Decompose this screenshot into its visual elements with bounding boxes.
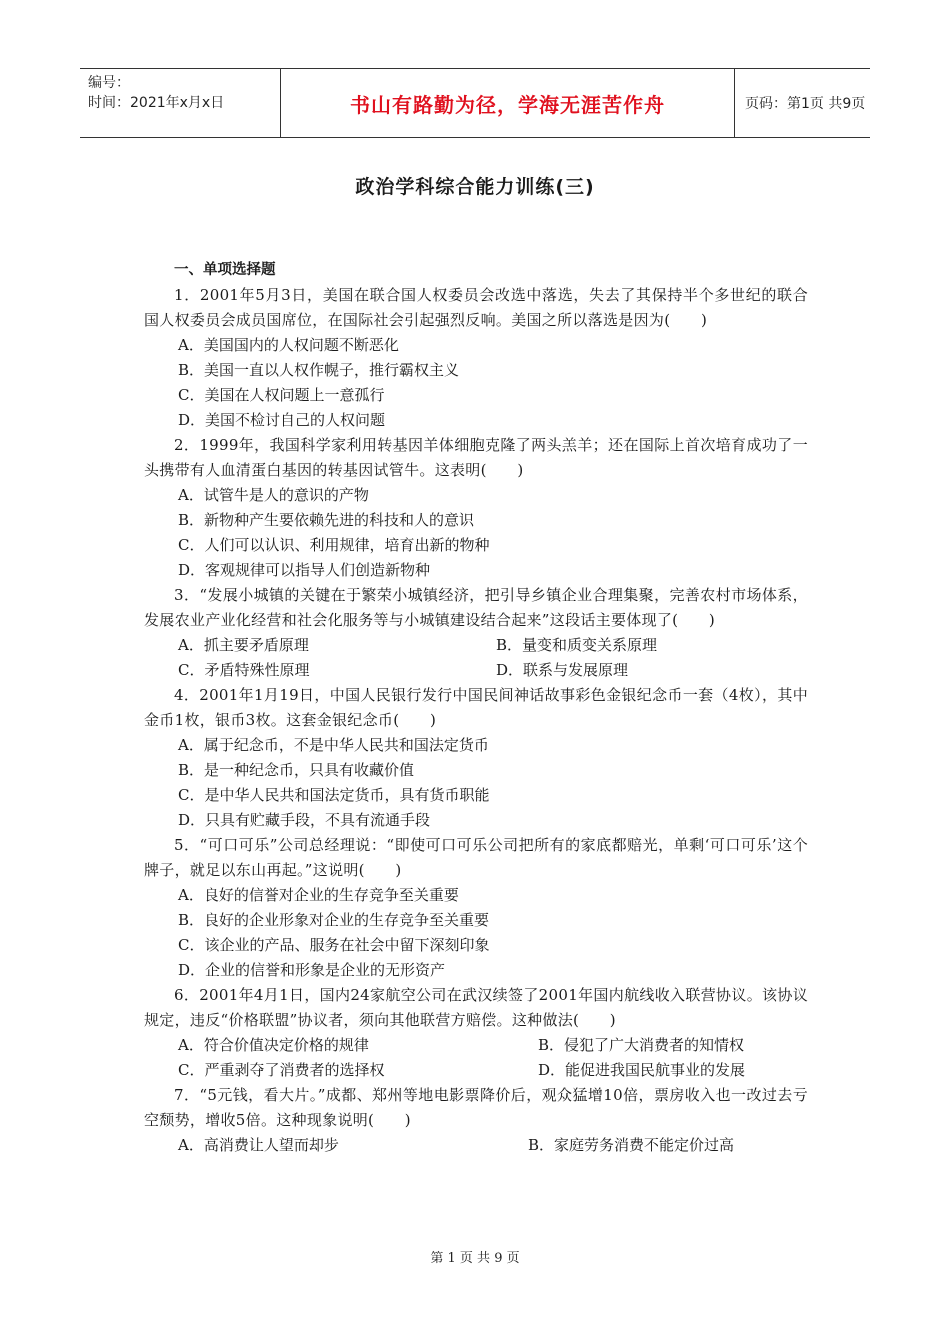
question-2-option-a: A．试管牛是人的意识的产物	[178, 486, 369, 504]
question-5-stem: 5．“可口可乐”公司总经理说：“即使可口可乐公司把所有的家底都赔光，单剩‘可口可乐’这个牌子，就足以东山再起。”这说明( )	[144, 836, 808, 879]
question-4-stem: 4．2001年1月19日，中国人民银行发行中国民间神话故事彩色金银纪念币一套（4枚），其中金币1枚，银币3枚。这套金银纪念币( )	[144, 686, 808, 729]
question-4-option-b: B．是一种纪念币，只具有收藏价值	[178, 761, 415, 779]
section-heading: 一、单项选择题	[174, 262, 276, 278]
document-body	[144, 258, 808, 1158]
question-1-option-d: D．美国不检讨自己的人权问题	[178, 411, 386, 429]
question-2-stem: 2．1999年，我国科学家利用转基因羊体细胞克隆了两头羔羊；还在国际上首次培育成功了一头携带有人血清蛋白基因的转基因试管牛。这表明( )	[144, 436, 808, 479]
question-3-option-d: D．联系与发展原理	[496, 661, 629, 679]
question-4-option-d: D．只具有贮藏手段，不具有流通手段	[178, 811, 431, 829]
question-6-option-d: D．能促进我国民航事业的发展	[538, 1061, 746, 1079]
question-2-option-c: C．人们可以认识、利用规律，培育出新的物种	[178, 536, 490, 554]
question-6-options-row-2	[144, 1058, 808, 1083]
header-page-info: 页码：第1页 共9页	[745, 96, 866, 112]
question-6-option-a: A．符合价值决定价格的规律	[178, 1036, 369, 1054]
question-3-stem: 3．“发展小城镇的关键在于繁荣小城镇经济，把引导乡镇企业合理集聚，完善农村市场体系，发展农业产业化经营和社会化服务等与小城镇建设结合起来”这段话主要体现了( )	[144, 586, 808, 629]
question-1-option-c: C．美国在人权问题上一意孤行	[178, 386, 385, 404]
question-3-option-b: B．量变和质变关系原理	[496, 636, 658, 654]
header-meta	[80, 69, 280, 137]
date-label: 时间：2021年x月x日	[88, 95, 225, 111]
question-1-option-a: A．美国国内的人权问题不断恶化	[178, 336, 399, 354]
document-title: 政治学科综合能力训练(三)	[355, 176, 595, 198]
question-6-stem: 6．2001年4月1日，国内24家航空公司在武汉续签了2001年国内航线收入联营协议。该协议规定，违反“价格联盟”协议者，须向其他联营方赔偿。这种做法( )	[144, 986, 808, 1029]
question-5-option-c: C．该企业的产品、服务在社会中留下深刻印象	[178, 936, 490, 954]
question-3-option-c: C．矛盾特殊性原理	[178, 661, 310, 679]
question-5-option-b: B．良好的企业形象对企业的生存竞争至关重要	[178, 911, 490, 929]
question-6-options-row-1	[144, 1033, 808, 1058]
page-footer: 第 1 页 共 9 页	[430, 1251, 520, 1266]
question-5-option-d: D．企业的信誉和形象是企业的无形资产	[178, 961, 446, 979]
question-2-option-d: D．客观规律可以指导人们创造新物种	[178, 561, 431, 579]
question-7-option-b: B．家庭劳务消费不能定价过高	[528, 1136, 735, 1154]
question-1-option-b: B．美国一直以人权作幌子，推行霸权主义	[178, 361, 460, 379]
question-5-option-a: A．良好的信誉对企业的生存竞争至关重要	[178, 886, 459, 904]
header-motto: 书山有路勤为径，学海无涯苦作舟	[280, 69, 735, 137]
question-6-option-b: B．侵犯了广大消费者的知情权	[538, 1036, 745, 1054]
question-4-option-a: A．属于纪念币，不是中华人民共和国法定货币	[178, 736, 489, 754]
question-4-option-c: C．是中华人民共和国法定货币，具有货币职能	[178, 786, 490, 804]
code-label: 编号：	[88, 75, 130, 91]
question-7-option-a: A．高消费让人望而却步	[178, 1136, 339, 1154]
question-3-option-a: A．抓主要矛盾原理	[178, 636, 309, 654]
question-1-stem: 1．2001年5月3日，美国在联合国人权委员会改选中落选，失去了其保持半个多世纪的联合国人权委员会成员国席位，在国际社会引起强烈反响。美国之所以落选是因为( )	[144, 286, 808, 329]
question-7-stem: 7．“5元钱，看大片。”成都、郑州等地电影票降价后，观众猛增10倍，票房收入也一改过去亏空颓势，增收5倍。这种现象说明( )	[144, 1086, 808, 1129]
question-3-options-row-2	[144, 658, 808, 683]
question-7-options-row-1	[144, 1133, 808, 1158]
question-2-option-b: B．新物种产生要依赖先进的科技和人的意识	[178, 511, 475, 529]
question-6-option-c: C．严重剥夺了消费者的选择权	[178, 1061, 385, 1079]
page-header	[80, 68, 870, 138]
question-3-options-row-1	[144, 633, 808, 658]
